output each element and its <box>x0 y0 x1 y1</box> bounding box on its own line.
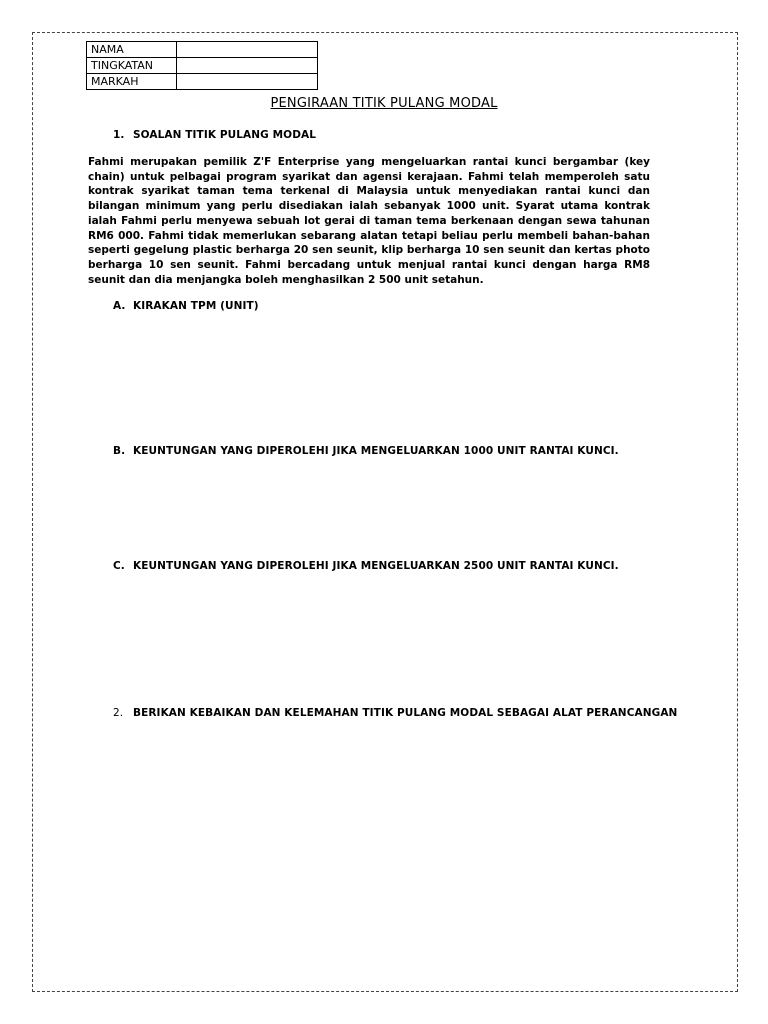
part-c-heading <box>113 560 619 572</box>
question-2-heading <box>113 707 677 719</box>
info-label-nama: NAMA <box>87 42 177 58</box>
question-2-number: 2. <box>113 707 124 719</box>
info-value-nama[interactable] <box>177 42 318 58</box>
question-1-heading <box>113 129 316 141</box>
info-row-nama <box>87 42 318 58</box>
part-a-heading <box>113 300 259 312</box>
part-b-text: KEUNTUNGAN YANG DIPEROLEHI JIKA MENGELUARKAN 1000 UNIT RANTAI KUNCI. <box>133 445 619 457</box>
question-1-paragraph: Fahmi merupakan pemilik Z'F Enterprise yang mengeluarkan rantai kunci bergambar (key chain) untuk pelbagai program syarikat dan agensi kerajaan. Fahmi telah memperoleh satu kontrak syarikat taman tema terkenal di Malaysia untuk menyediakan rantai kunci dan bilangan minimum yang perlu disediakan ialah sebanyak 1000 unit. Syarat utama kontrak ialah Fahmi perlu menyewa sebuah lot gerai di taman tema berkenaan dengan sewa tahunan RM6 000. Fahmi tidak memerlukan sebarang alatan tetapi beliau perlu membeli bahan-bahan seperti gegelung plastic berharga 20 sen seunit, klip berharga 10 sen seunit dan kertas photo berharga 10 sen seunit. Fahmi bercadang untuk menjual rantai kunci dengan harga RM8 seunit dan dia menjangka boleh menghasilkan 2 500 unit setahun. <box>88 156 650 286</box>
question-2-heading-text: BERIKAN KEBAIKAN DAN KELEMAHAN TITIK PULANG MODAL SEBAGAI ALAT PERANCANGAN <box>133 707 678 719</box>
document-title: PENGIRAAN TITIK PULANG MODAL <box>270 96 498 111</box>
question-1-number: 1. <box>113 129 125 141</box>
info-row-markah <box>87 74 318 90</box>
part-a-text: KIRAKAN TPM (UNIT) <box>133 300 259 312</box>
info-label-markah: MARKAH <box>87 74 177 90</box>
info-row-tingkatan <box>87 58 318 74</box>
info-value-tingkatan[interactable] <box>177 58 318 74</box>
info-value-markah[interactable] <box>177 74 318 90</box>
part-a-letter: A. <box>113 300 126 312</box>
info-label-tingkatan: TINGKATAN <box>87 58 177 74</box>
part-c-text: KEUNTUNGAN YANG DIPEROLEHI JIKA MENGELUARKAN 2500 UNIT RANTAI KUNCI. <box>133 560 619 572</box>
part-c-letter: C. <box>113 560 125 572</box>
question-1-heading-text: SOALAN TITIK PULANG MODAL <box>133 129 317 141</box>
part-b-letter: B. <box>113 445 126 457</box>
part-b-heading <box>113 445 619 457</box>
student-info-table <box>86 41 318 90</box>
